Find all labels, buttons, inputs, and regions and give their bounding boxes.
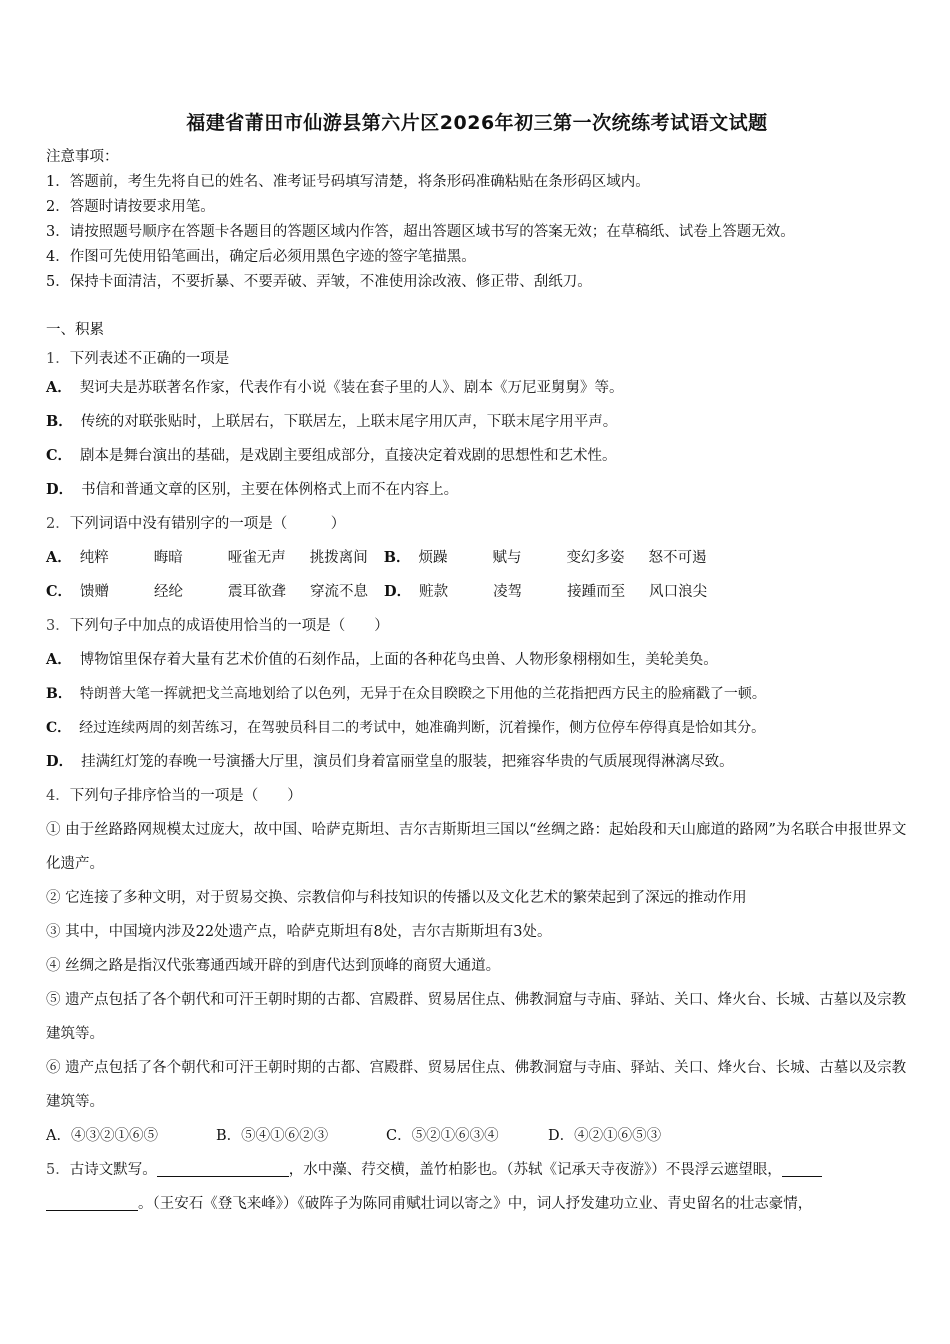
question-text: 。（王安石《登飞来峰》）《破阵子为陈同甫赋壮词以寄之》中，词人抒发建功立业、青史留名的壮志豪情，	[138, 1196, 813, 1212]
option-d: D． 书信和普通文章的区别，主要在体例格式上而不在内容上。	[46, 481, 459, 498]
sentence-item: ④ 丝绸之路是指汉代张骞通西域开辟的到唐代达到顶峰的商贸大通道。	[46, 958, 501, 974]
sentence-item: ② 它连接了多种文明，对于贸易交换、宗教信仰与科技知识的传播以及文化艺术的繁荣起到了深远的推动作用	[46, 890, 747, 906]
question-5	[46, 1153, 908, 1187]
page-title: 福建省莆田市仙游县第六片区2026年初三第一次统练考试语文试题	[186, 112, 768, 134]
notice-item: 4．作图可先使用铅笔画出，确定后必须用黑色字迹的签字笔描黑。	[46, 249, 476, 265]
question-number: 5．	[46, 1162, 70, 1178]
notice-heading: 注意事项：	[46, 149, 119, 165]
answer-blank[interactable]	[782, 1160, 822, 1177]
answer-blank[interactable]	[157, 1160, 289, 1177]
option-b: B． 传统的对联张贴时，上联居右，下联居左，上联末尾字用仄声，下联末尾字用平声。	[46, 413, 618, 430]
answer-blank[interactable]	[46, 1194, 138, 1211]
sentence-item: ⑥ 遗产点包括了各个朝代和可汗王朝时期的古都、宫殿群、贸易居住点、佛教洞窟与寺庙、驿站、关口、烽火台、长城、古墓以及宗教建筑等。	[46, 1060, 907, 1110]
notice-item: 5．保持卡面清洁，不要折暴、不要弄破、弄皱，不准使用涂改液、修正带、刮纸刀。	[46, 274, 592, 290]
question-number: 1．	[46, 351, 70, 367]
choice-a: A．④③②①⑥⑤	[46, 1128, 158, 1144]
question-2	[46, 507, 908, 541]
notice-item: 3．请按照题号顺序在答题卡各题目的答题区域内作答，超出答题区域书写的答案无效；在草稿纸、试卷上答题无效。	[46, 224, 795, 240]
option-c: C． 剧本是舞台演出的基础，是戏剧主要组成部分，直接决定着戏剧的思想性和艺术性。	[46, 447, 617, 464]
option-row-cd: C． 馈赠 经纶 震耳欲聋 穿流不息 D． 赃款 凌驾 接踵而至 风口浪尖	[46, 583, 708, 600]
option-c: C． 经过连续两周的刻苦练习，在驾驶员科目二的考试中，她准确判断，沉着操作，侧方位停车停得真是恰如其分。	[46, 720, 766, 736]
question-1	[46, 347, 908, 371]
question-stem: 下列表述不正确的一项是	[69, 351, 230, 367]
choice-c: C．⑤②①⑥③④	[386, 1128, 499, 1144]
question-stem: 下列句子中加点的成语使用恰当的一项是（ ）	[69, 618, 389, 634]
option-a: A． 契诃夫是苏联著名作家，代表作有小说《装在套子里的人》、剧本《万尼亚舅舅》等。	[46, 379, 624, 396]
option-a: A． 博物馆里保存着大量有艺术价值的石刻作品，上面的各种花鸟虫兽、人物形象栩栩如生，美轮美奂。	[46, 651, 718, 668]
question-text: ，水中藻、荇交横，盖竹柏影也。（苏轼《记承天寺夜游》）不畏浮云遮望眼，	[288, 1162, 782, 1178]
section-heading: 一、积累	[46, 322, 104, 338]
question-4	[46, 779, 908, 813]
sentence-item: ⑤ 遗产点包括了各个朝代和可汗王朝时期的古都、宫殿群、贸易居住点、佛教洞窟与寺庙、驿站、关口、烽火台、长城、古墓以及宗教建筑等。	[46, 992, 907, 1042]
notice-section	[46, 145, 908, 295]
choice-b: B．⑤④①⑥②③	[216, 1128, 329, 1144]
question-number: 3．	[46, 618, 70, 634]
sentence-item: ③ 其中，中国境内涉及22处遗产点，哈萨克斯坦有8处，吉尔吉斯斯坦有3处。	[46, 924, 552, 940]
question-number: 4．	[46, 788, 70, 804]
notice-item: 2．答题时请按要求用笔。	[46, 199, 215, 215]
exam-page	[46, 108, 908, 1221]
choice-d: D．④②①⑥⑤③	[548, 1128, 662, 1144]
option-b: B． 特朗普大笔一挥就把戈兰高地划给了以色列，无异于在众目睽睽之下用他的兰花指把西方民主的脸痛戳了一顿。	[46, 686, 766, 702]
question-3	[46, 609, 908, 643]
question-number: 2．	[46, 516, 70, 532]
question-stem: 古诗文默写。	[69, 1162, 157, 1178]
choice-row	[46, 1119, 908, 1153]
option-row-ab: A． 纯粹 晦暗 哑雀无声 挑拨离间 B． 烦躁 赋与 变幻多姿 怒不可遏	[46, 549, 707, 566]
question-stem: 下列词语中没有错别字的一项是（ ）	[69, 516, 346, 532]
question-5-cont	[46, 1187, 908, 1221]
question-stem: 下列句子排序恰当的一项是（ ）	[69, 788, 302, 804]
option-d: D． 挂满红灯笼的春晚一号演播大厅里，演员们身着富丽堂皇的服装，把雍容华贵的气质展现得淋漓尽致。	[46, 753, 734, 770]
sentence-item: ① 由于丝路路网规模太过庞大，故中国、哈萨克斯坦、吉尔吉斯斯坦三国以“丝绸之路：起始段和天山廊道的路网”为名联合申报世界文化遗产。	[46, 822, 907, 872]
notice-item: 1．答题前，考生先将自已的姓名、准考证号码填写清楚，将条形码准确粘贴在条形码区域内。	[46, 174, 650, 190]
